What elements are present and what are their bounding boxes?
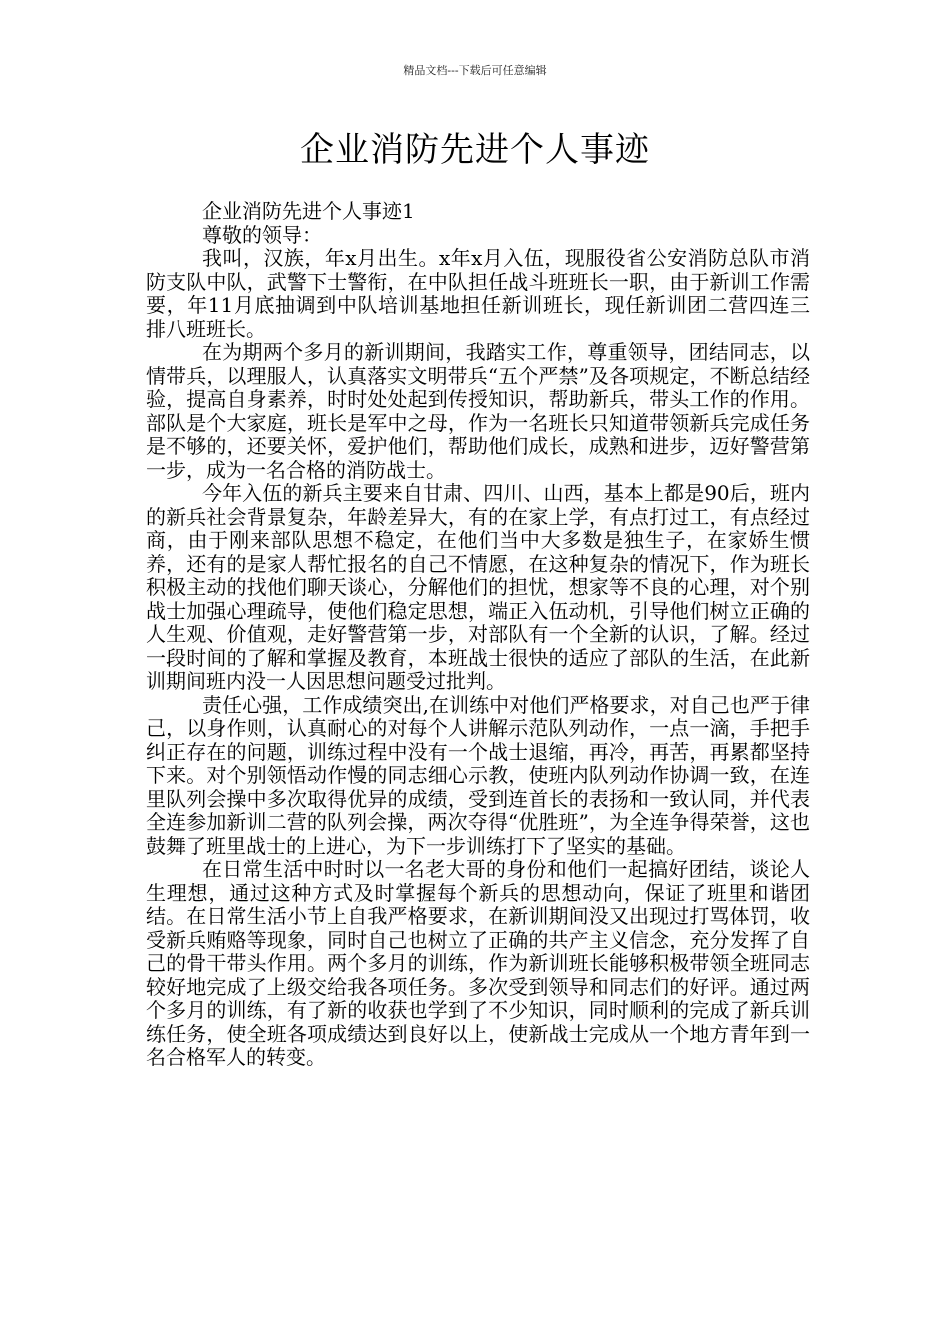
paragraph: 在为期两个多月的新训期间，我踏实工作，尊重领导，团结同志，以情带兵，以理服人，认真落实文明带兵“五个严禁”及各项规定，不断总结经验，提高自身素养，时时处处起到传授知识，帮助新兵，带头工作的作用。部队是个大家庭，班长是军中之母，作为一名班长只知道带领新兵完成任务是不够的，还要关怀，爱护他们，帮助他们成长，成熟和进步，迈好警营第一步，成为一名合格的消防战士。	[146, 340, 810, 482]
header-watermark: 精品文档---下载后可任意编辑	[403, 64, 547, 77]
paragraph: 今年入伍的新兵主要来自甘肃、四川、山西，基本上都是90后，班内的新兵社会背景复杂，年龄差异大，有的在家上学，有点打过工，有点经过商，由于刚来部队思想不稳定，在他们当中大多数是独生子，在家娇生惯养，还有的是家人帮忙报名的自己不情愿，在这种复杂的情况下，作为班长积极主动的找他们聊天谈心，分解他们的担忧，想家等不良的心理，对个别战士加强心理疏导，使他们稳定思想，端正入伍动机，引导他们树立正确的人生观、价值观，走好警营第一步，对部队有一个全新的认识，了解。经过一段时间的了解和掌握及教育，本班战士很快的适应了部队的生活，在此新训期间班内没一人因思想问题受过批判。	[146, 481, 810, 693]
salutation: 尊敬的领导：	[202, 222, 322, 247]
document-body	[146, 200, 810, 1070]
document-title: 企业消防先进个人事迹	[300, 130, 650, 170]
paragraph: 责任心强，工作成绩突出,在训练中对他们严格要求，对自己也严于律己，以身作则，认真耐心的对每个人讲解示范队列动作，一点一滴，手把手纠正存在的问题，训练过程中没有一个战士退缩，再冷，再苦，再累都坚持下来。对个别领悟动作慢的同志细心示教，使班内队列动作协调一致，在连里队列会操中多次取得优异的成绩，受到连首长的表扬和一致认同，并代表全连参加新训二营的队列会操，两次夺得“优胜班”，为全连争得荣誉，这也鼓舞了班里战士的上进心，为下一步训练打下了坚实的基础。	[146, 692, 810, 858]
paragraph: 我叫，汉族，年x月出生。x年x月入伍，现服役省公安消防总队市消防支队中队，武警下士警衔，在中队担任战斗班班长一职，由于新训工作需要，年11月底抽调到中队培训基地担任新训班长，现任新训团二营四连三排八班班长。	[146, 246, 810, 341]
document-subtitle: 企业消防先进个人事迹1	[202, 199, 415, 223]
paragraph: 在日常生活中时时以一名老大哥的身份和他们一起搞好团结，谈论人生理想，通过这种方式及时掌握每个新兵的思想动向，保证了班里和谐团结。在日常生活小节上自我严格要求，在新训期间没又出现过打骂体罚，收受新兵贿赂等现象，同时自己也树立了正确的共产主义信念，充分发挥了自己的骨干带头作用。两个多月的训练，作为新训班长能够积极带领全班同志较好地完成了上级交给我各项任务。多次受到领导和同志们的好评。通过两个多月的训练，有了新的收获也学到了不少知识，同时顺利的完成了新兵训练任务，使全班各项成绩达到良好以上，使新战士完成从一个地方青年到一名合格军人的转变。	[146, 857, 810, 1069]
